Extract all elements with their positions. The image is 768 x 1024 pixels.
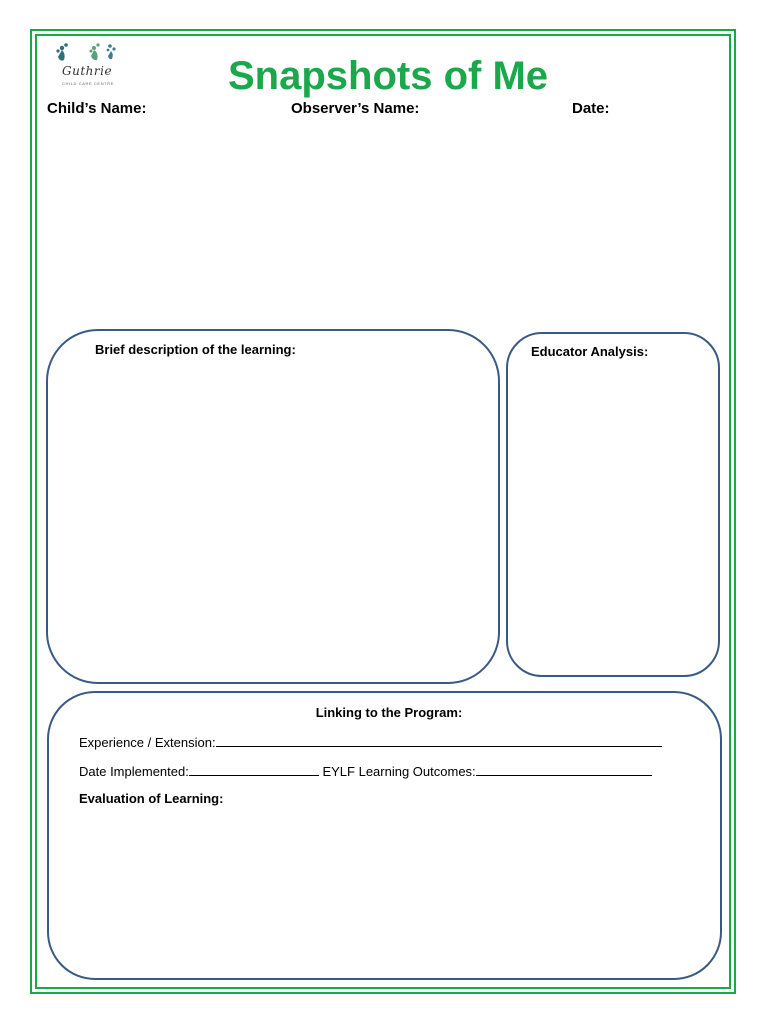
experience-field[interactable] <box>216 734 662 747</box>
logo-subtitle: CHILD CARE CENTRE <box>62 81 114 86</box>
eylf-label: EYLF Learning Outcomes: <box>322 764 476 779</box>
experience-label: Experience / Extension: <box>79 735 216 750</box>
educator-analysis-label: Educator Analysis: <box>531 344 649 359</box>
date-implemented-label: Date Implemented: <box>79 764 189 779</box>
eylf-field[interactable] <box>476 763 652 776</box>
page-title: Snapshots of Me <box>227 54 549 98</box>
logo-text: Guthrie <box>62 64 113 78</box>
educator-analysis-box[interactable] <box>506 332 720 677</box>
learning-description-label: Brief description of the learning: <box>95 342 296 357</box>
learning-description-box[interactable] <box>46 329 500 684</box>
child-name-label: Child’s Name: <box>47 100 147 117</box>
evaluation-label: Evaluation of Learning: <box>79 791 224 806</box>
date-label: Date: <box>572 100 610 117</box>
date-implemented-field[interactable] <box>189 763 319 776</box>
date-eylf-row <box>79 763 652 780</box>
observer-name-label: Observer’s Name: <box>291 100 420 117</box>
experience-row <box>79 734 662 751</box>
program-link-heading: Linking to the Program: <box>315 705 463 720</box>
